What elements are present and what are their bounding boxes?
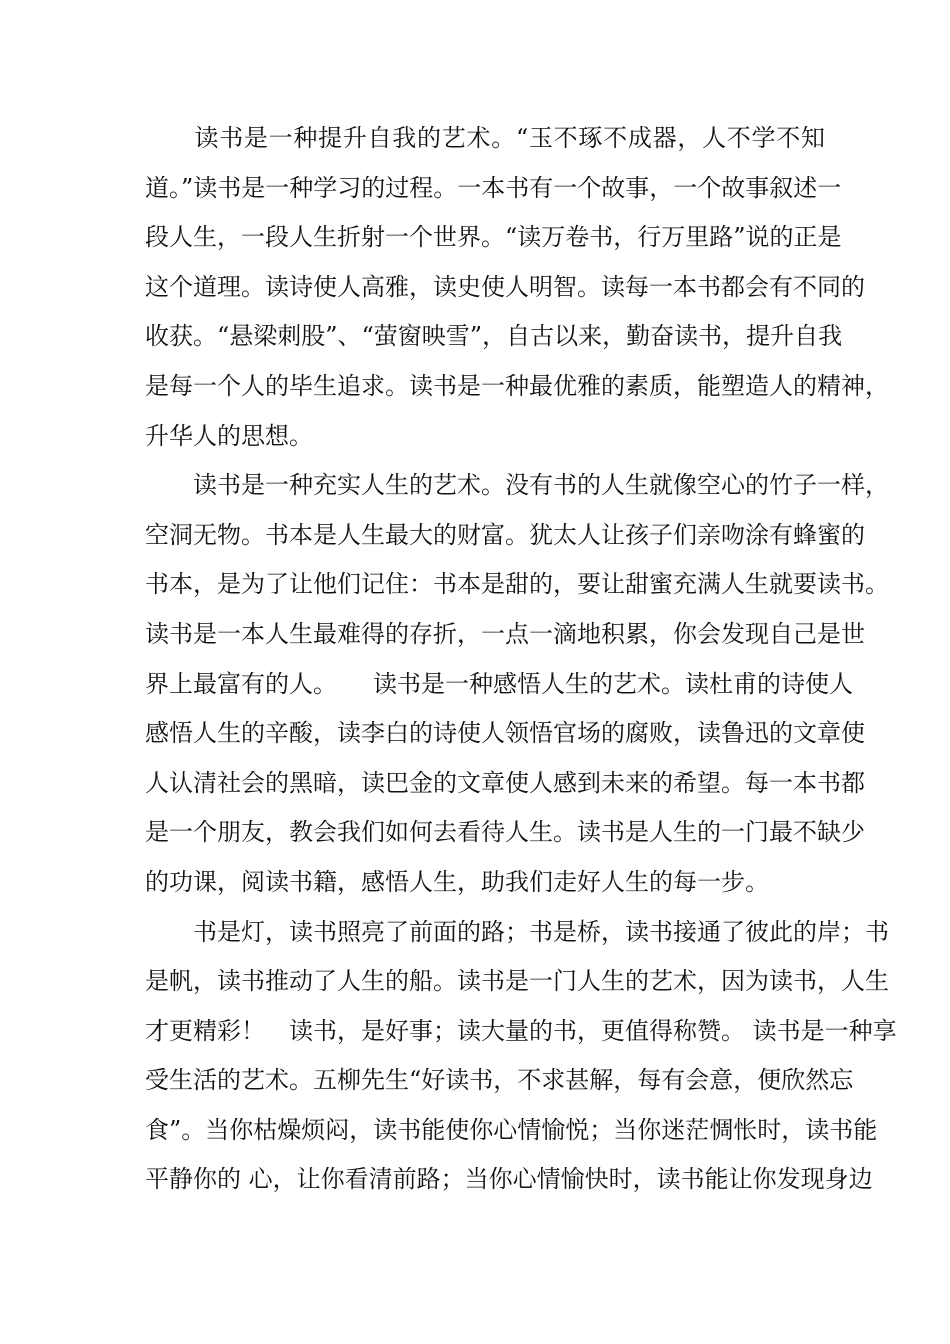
text-line: 读书是一种提升自我的艺术。“玉不琢不成器，人不学不知 (145, 124, 825, 152)
text-line: 这个道理。读诗使人高雅，读史使人明智。读每一本书都会有不同的 (145, 272, 865, 301)
text-line: 是一个朋友，教会我们如何去看待人生。读书是人生的一门最不缺少 (145, 818, 865, 847)
text-line: 收获。“悬梁刺股”、“萤窗映雪”，自古以来，勤奋读书，提升自我 (145, 322, 843, 351)
paragraph-2 (145, 465, 889, 911)
text-line: 升华人的思想。 (145, 421, 313, 450)
text-line: 书是灯，读书照亮了前面的路；书是桥，读书接通了彼此的岸；书 (145, 917, 889, 946)
text-line: 读书是一本人生最难得的存折，一点一滴地积累，你会发现自己是世 (145, 619, 865, 648)
text-line: 空洞无物。书本是人生最大的财富。犹太人让孩子们亲吻涂有蜂蜜的 (145, 520, 865, 549)
text-line: 是每一个人的毕生追求。读书是一种最优雅的素质，能塑造人的精神， (145, 371, 889, 400)
text-line: 受生活的艺术。五柳先生“好读书，不求甚解，每有会意，便欣然忘 (145, 1066, 854, 1095)
text-line: 道。”读书是一种学习的过程。一本书有一个故事，一个故事叙述一 (145, 173, 842, 202)
essay-body (145, 118, 897, 1209)
paragraph-3 (145, 912, 897, 1210)
text-line: 读书是一种充实人生的艺术。没有书的人生就像空心的竹子一样， (145, 471, 889, 500)
paragraph-1 (145, 118, 889, 465)
text-line: 人认清社会的黑暗，读巴金的文章使人感到未来的希望。每一本书都 (145, 768, 865, 797)
text-line: 感悟人生的辛酸，读李白的诗使人领悟官场的腐败，读鲁迅的文章使 (145, 719, 865, 748)
text-line: 的功课，阅读书籍，感悟人生，助我们走好人生的每一步。 (145, 867, 769, 896)
text-line: 段人生，一段人生折射一个世界。“读万卷书，行万里路”说的正是 (145, 223, 842, 252)
text-line: 食”。当你枯燥烦闷，读书能使你心情愉悦；当你迷茫惆怅时，读书能 (145, 1115, 878, 1144)
text-line: 是帆，读书推动了人生的船。读书是一门人生的艺术，因为读书，人生 (145, 967, 889, 996)
text-line: 界上最富有的人。 读书是一种感悟人生的艺术。读杜甫的诗使人 (145, 669, 853, 698)
text-line: 平静你的 心，让你看清前路；当你心情愉快时，读书能让你发现身边 (145, 1165, 873, 1194)
text-line: 才更精彩！ 读书，是好事；读大量的书，更值得称赞。 读书是一种享 (145, 1016, 897, 1045)
text-line: 书本，是为了让他们记住：书本是甜的，要让甜蜜充满人生就要读书。 (145, 570, 889, 599)
